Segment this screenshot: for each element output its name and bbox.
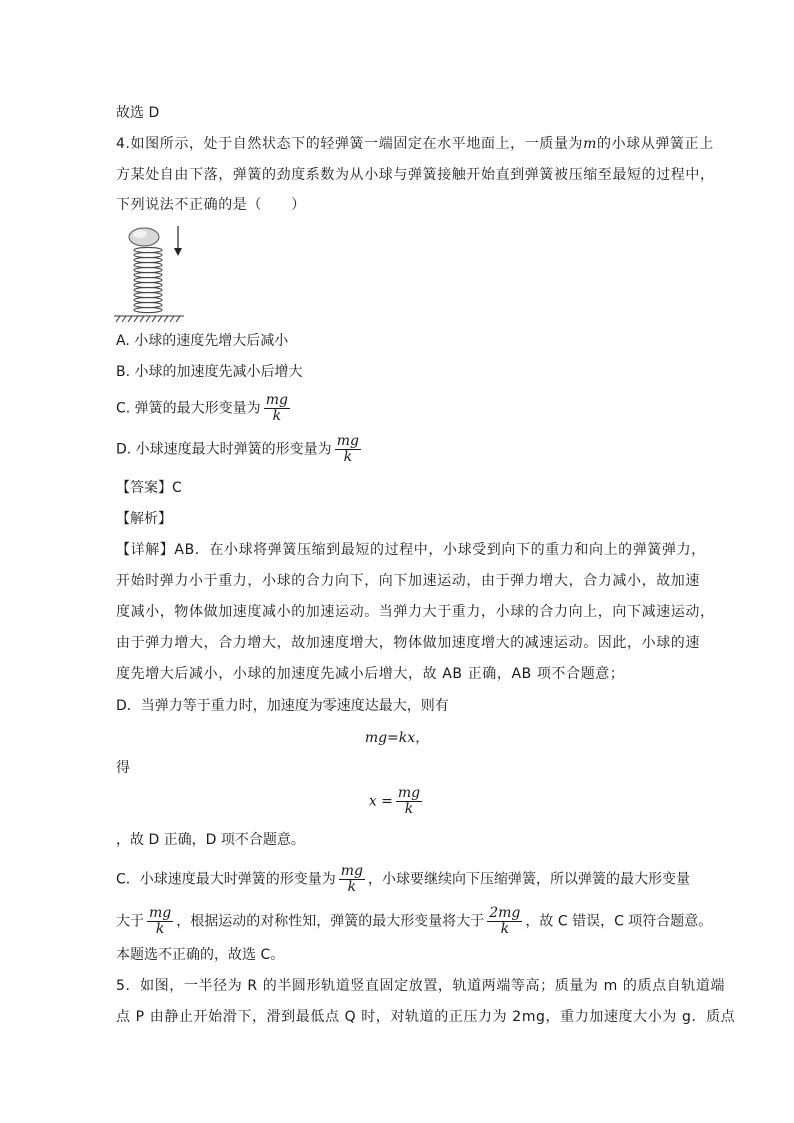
c-explanation-line-1: C．小球速度最大时弹簧的形变量为 $\frac{mg}{k}$ ，小球要继续向下压缩弹簧，所以弹簧的最大形变量 [116,863,691,895]
equation-mg-kx: mg=kx， [364,730,430,746]
answer-label: 【答案】C [116,480,182,496]
option-c [116,393,293,424]
fraction-mg-over-k: $\frac{mg}{k}$ [336,433,359,465]
q5-line: 5．如图，一半径为 R 的半圆形轨道竖直固定放置，轨道两端等高；质量为 m 的质点自轨道端 [116,978,726,994]
detail-line: 度减小，物体做加速度减小的加速运动。当弹力大于重力，小球的合力向上，向下减速运动， [116,604,715,620]
option-d-text: D. 小球速度最大时弹簧的形变量为 [116,441,332,458]
fraction-2mg-over-k: $\frac{2mg}{k}$ [489,905,521,937]
detail-line: 由于弹力增大，合力增大，故加速度增大，物体做加速度增大的减速运动。因此，小球的速 [116,635,700,651]
detail-line: 度先增大后减小，小球的加速度先减小后增大，故 AB 正确，AB 项不合题意； [116,666,625,682]
option-a: A. 小球的速度先增大后减小 [116,333,289,349]
d-explanation: D．当弹力等于重力时，加速度为零速度达最大，则有 [116,698,449,714]
fraction-mg-over-k: $\frac{mg}{k}$ [340,863,364,895]
stem-text-2: 的小球从弹簧正上 [597,136,714,152]
option-c-text: C. 弹簧的最大形变量为 [116,400,261,417]
spring-ball-figure [112,224,192,324]
c-explanation-line-2: 大于 $\frac{mg}{k}$ ，根据运动的对称性知，弹簧的最大形变量将大于 $\frac{2mg}{k}$ ，故 C 错误，C 项符合题意。 [116,905,713,937]
d-conclusion: ，故 D 正确，D 项不合题意。 [116,832,305,848]
de-label: 得 [116,760,130,776]
fraction-mg-over-k: $\frac{mg}{k}$ [397,785,421,817]
prev-answer: 故选 D [116,105,160,121]
spring-icon [134,247,162,312]
option-d [116,434,364,465]
detail-line: 【详解】AB．在小球将弹簧压缩到最短的过程中，小球受到向下的重力和向上的弹簧弹力， [116,542,706,558]
stem-text-1: 4.如图所示，处于自然状态下的轻弹簧一端固定在水平地面上，一质量为 [116,136,584,152]
stem-line-3: 下列说法不正确的是（ ） [116,197,306,213]
analysis-label: 【解析】 [116,511,172,527]
fraction-mg-over-k: $\frac{mg}{k}$ [149,905,172,937]
stem-var-m: m [583,136,598,152]
equation-x: x = $\frac{mg}{k}$ [368,785,421,817]
detail-line: 开始时弹力小于重力，小球的合力向下，向下加速运动，由于弹力增大，合力减小，故加速 [116,573,700,589]
stem-line-2: 方某处自由下落，弹簧的劲度系数为从小球与弹簧接触开始直到弹簧被压缩至最短的过程中， [116,167,715,183]
final-conclusion: 本题选不正确的，故选 C。 [116,947,285,963]
fraction-mg-over-k: $\frac{mg}{k}$ [265,392,288,424]
option-b: B. 小球的加速度先减小后增大 [116,364,303,380]
ground-icon [114,316,184,322]
q5-line: 点 P 由静止开始滑下，滑到最低点 Q 时，对轨道的正压力为 2mg，重力加速度大小为 g．质点 [116,1009,736,1025]
